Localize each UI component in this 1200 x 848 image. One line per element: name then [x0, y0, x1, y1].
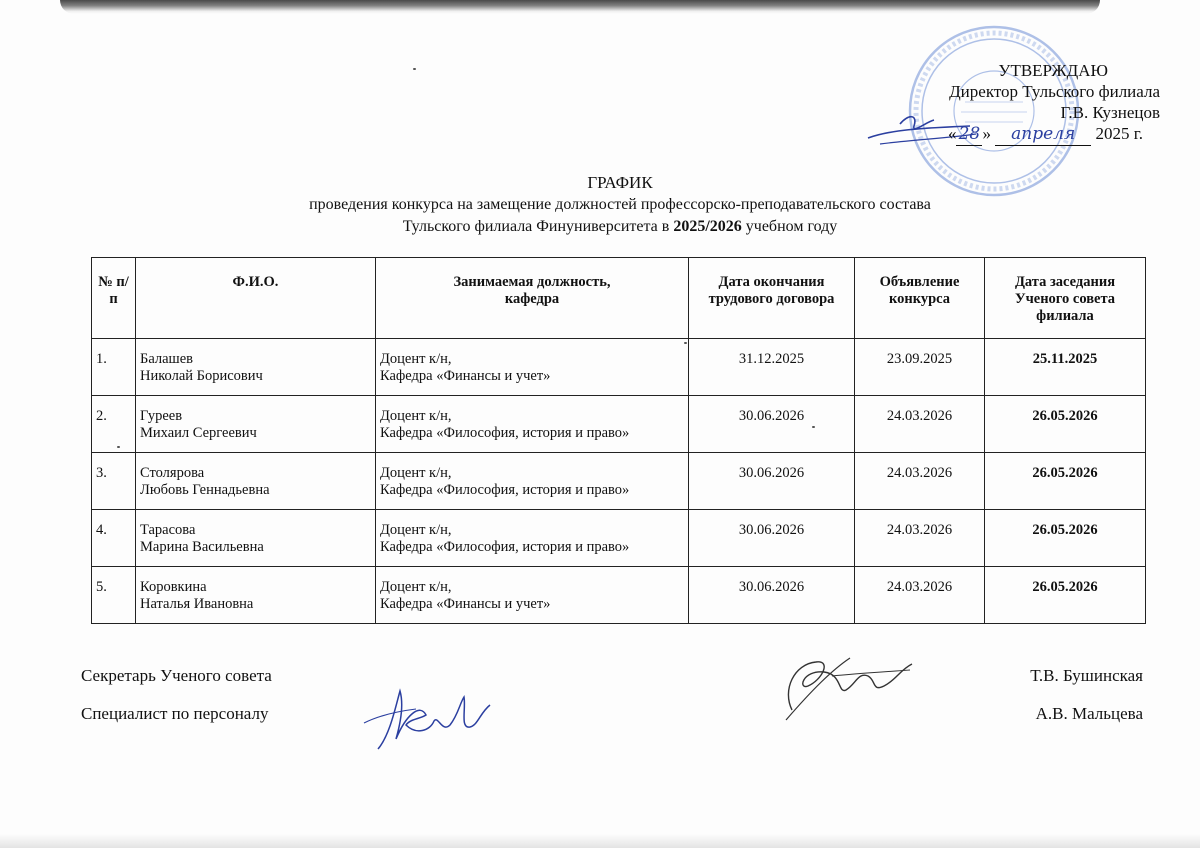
row-given-names: Марина Васильевна: [140, 539, 264, 555]
header-announcement: Объявление конкурса: [855, 258, 985, 339]
title-line3: [0, 216, 1200, 238]
row-surname: Столярова: [140, 465, 205, 481]
row-position: [376, 396, 689, 453]
secretary-title: Секретарь Ученого совета: [81, 666, 272, 685]
row-contract-end: 31.12.2025: [689, 339, 855, 396]
table-row: [92, 453, 1146, 510]
approval-date: « 28 » апреля 2025 г.: [947, 124, 1143, 144]
row-contract-end: 30.06.2026: [689, 396, 855, 453]
title-line3-prefix: Тульского филиала Финуниверситета в: [402, 218, 670, 235]
row-department: Кафедра «Философия, история и право»: [380, 482, 630, 498]
row-position-title: Доцент к/н,: [380, 522, 452, 538]
row-num: 3.: [92, 453, 136, 510]
approval-year: 2025 г.: [1095, 124, 1143, 143]
row-announcement: 24.03.2026: [855, 396, 985, 453]
row-fio: [136, 510, 376, 567]
row-fio: [136, 396, 376, 453]
row-given-names: Наталья Ивановна: [140, 596, 254, 612]
table-row: [92, 510, 1146, 567]
row-announcement: 24.03.2026: [855, 567, 985, 624]
row-given-names: Николай Борисович: [140, 368, 263, 384]
document-title: [0, 172, 1200, 238]
row-num: 5.: [92, 567, 136, 624]
row-fio: [136, 567, 376, 624]
row-contract-end: 30.06.2026: [689, 453, 855, 510]
row-fio: [136, 339, 376, 396]
row-position: [376, 339, 689, 396]
row-department: Кафедра «Финансы и учет»: [380, 368, 551, 384]
row-surname: Тарасова: [140, 522, 196, 538]
table-header-row: [92, 258, 1146, 339]
scan-shadow-top: [60, 0, 1100, 14]
specialist-title: Специалист по персоналу: [81, 704, 269, 723]
row-given-names: Любовь Геннадьевна: [140, 482, 270, 498]
specialist-name: А.В. Мальцева: [1035, 704, 1143, 723]
scan-shadow-bottom: [0, 834, 1200, 848]
schedule-table: [91, 257, 1146, 624]
row-department: Кафедра «Философия, история и право»: [380, 539, 630, 555]
approval-heading: УТВЕРЖДАЮ: [998, 61, 1108, 80]
title-line3-suffix: учебном году: [745, 218, 838, 235]
header-contract-end: Дата окончания трудового договора: [689, 258, 855, 339]
row-given-names: Михаил Сергеевич: [140, 425, 257, 441]
row-contract-end: 30.06.2026: [689, 510, 855, 567]
header-num: № п/п: [92, 258, 136, 339]
row-council-date: 26.05.2026: [985, 510, 1146, 567]
row-num: 4.: [92, 510, 136, 567]
row-council-date: 26.05.2026: [985, 453, 1146, 510]
specialist-signature-icon: [360, 675, 500, 760]
row-council-date: 25.11.2025: [985, 339, 1146, 396]
secretary-name: Т.В. Бушинская: [1030, 666, 1143, 685]
row-surname: Балашев: [140, 351, 194, 367]
row-position: [376, 510, 689, 567]
table-row: [92, 339, 1146, 396]
row-surname: Гуреев: [140, 408, 183, 424]
row-num: 1.: [92, 339, 136, 396]
row-position: [376, 453, 689, 510]
table-row: [92, 567, 1146, 624]
row-council-date: 26.05.2026: [985, 567, 1146, 624]
scan-speck: [684, 342, 687, 344]
header-position-line1: Занимаемая должность,: [453, 274, 611, 290]
header-council-date: Дата заседания Ученого совета филиала: [985, 258, 1146, 339]
secretary-signature-icon: [772, 650, 922, 730]
approval-block: [880, 60, 1160, 146]
title-line2: проведения конкурса на замещение должностей профессорско-преподавательского состава: [309, 196, 931, 213]
row-position-title: Доцент к/н,: [380, 465, 452, 481]
row-council-date: 26.05.2026: [985, 396, 1146, 453]
header-fio: Ф.И.О.: [136, 258, 376, 339]
header-position: [376, 258, 689, 339]
row-department: Кафедра «Финансы и учет»: [380, 596, 551, 612]
header-position-line2: кафедра: [504, 291, 560, 307]
approval-name: Г.В. Кузнецов: [1060, 103, 1160, 122]
row-fio: [136, 453, 376, 510]
row-position-title: Доцент к/н,: [380, 408, 452, 424]
row-announcement: 23.09.2025: [855, 339, 985, 396]
scan-speck: [413, 68, 416, 70]
row-position-title: Доцент к/н,: [380, 351, 452, 367]
row-position: [376, 567, 689, 624]
scan-speck: [812, 426, 815, 428]
scan-speck: [117, 446, 120, 448]
approval-month: апреля: [995, 124, 1091, 146]
row-announcement: 24.03.2026: [855, 453, 985, 510]
title-main: ГРАФИК: [587, 173, 653, 192]
approval-day: 28: [956, 124, 982, 146]
row-announcement: 24.03.2026: [855, 510, 985, 567]
row-position-title: Доцент к/н,: [380, 579, 452, 595]
title-line3-years: 2025/2026: [673, 218, 742, 235]
row-contract-end: 30.06.2026: [689, 567, 855, 624]
row-department: Кафедра «Философия, история и право»: [380, 425, 630, 441]
table-row: [92, 396, 1146, 453]
row-surname: Коровкина: [140, 579, 207, 595]
approval-position: Директор Тульского филиала: [949, 82, 1160, 101]
row-num: 2.: [92, 396, 136, 453]
